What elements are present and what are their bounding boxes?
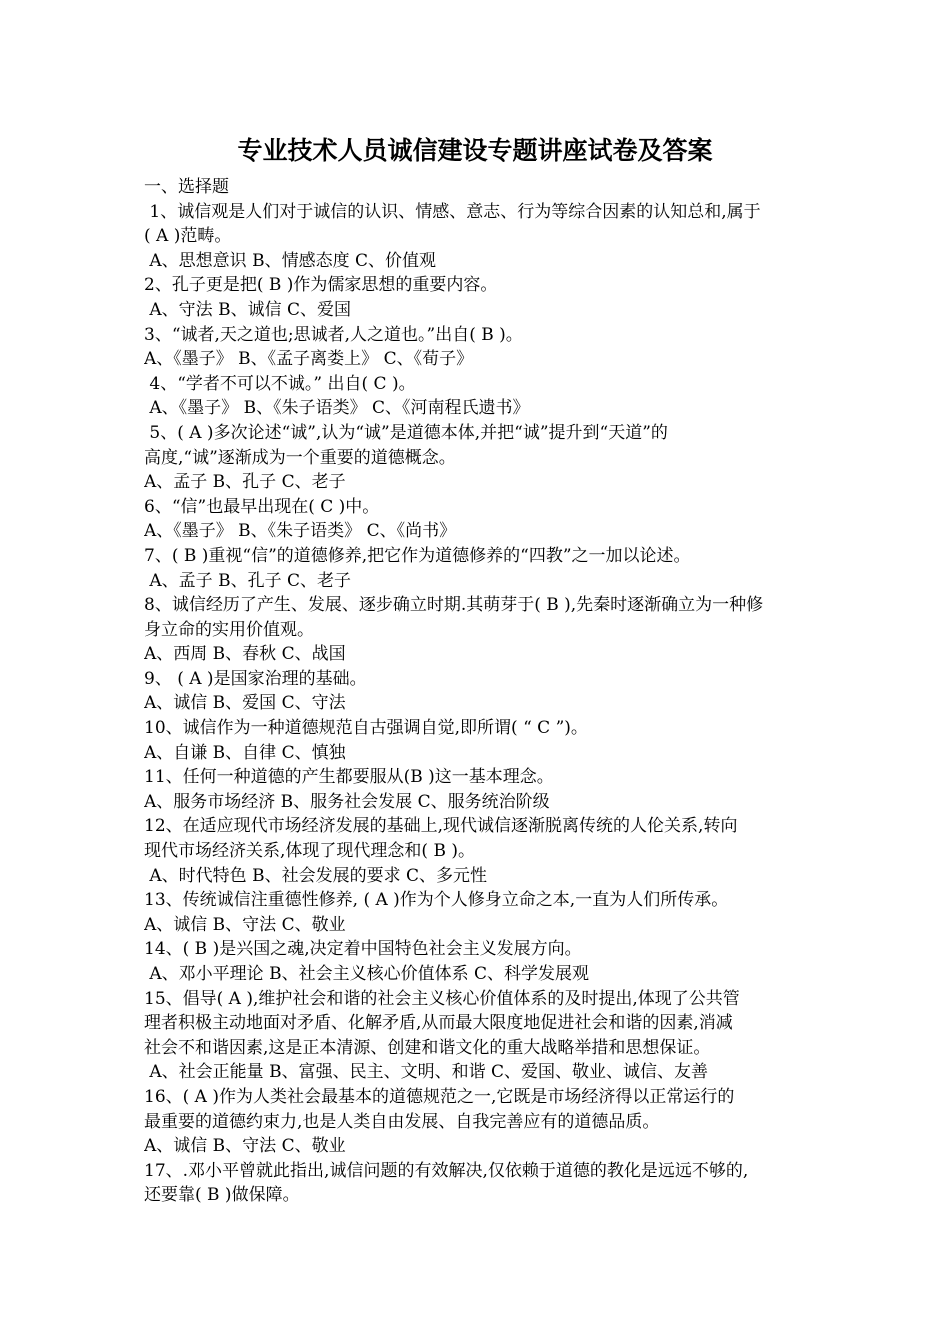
- text-line: 4、“学者不可以不诚。” 出自( C )。: [144, 373, 416, 394]
- text-line: A、诚信 B、爱国 C、守法: [144, 693, 346, 714]
- text-line: 最重要的道德约束力,也是人类自由发展、自我完善应有的道德品质。: [144, 1111, 660, 1132]
- text-line: 3、“诚者,天之道也;思诚者,人之道也。”出自( B )。: [144, 324, 523, 345]
- text-line: 现代市场经济关系,体现了现代理念和( B )。: [144, 841, 475, 862]
- text-line: 13、传统诚信注重德性修养, ( A )作为个人修身立命之本,一直为人们所传承。: [144, 890, 729, 911]
- text-line: 社会不和谐因素,这是正本清源、创建和谐文化的重大战略举措和思想保证。: [144, 1037, 711, 1058]
- text-line: A、西周 B、春秋 C、战国: [144, 644, 346, 665]
- text-line: 6、“信”也最早出现在( C )中。: [144, 496, 380, 517]
- text-line: A、孟子 B、孔子 C、老子: [144, 570, 351, 591]
- text-line: 9、 ( A )是国家治理的基础。: [144, 668, 367, 689]
- text-line: A、守法 B、诚信 C、爱国: [144, 299, 351, 320]
- text-line: 17、.邓小平曾就此指出,诚信问题的有效解决,仅依赖于道德的教化是远远不够的,: [144, 1160, 749, 1181]
- document-title: 专业技术人员诚信建设专题讲座试卷及答案: [237, 136, 713, 165]
- text-line: 15、倡导( A ),维护社会和谐的社会主义核心价值体系的及时提出,体现了公共管: [144, 988, 740, 1009]
- text-line: 理者积极主动地面对矛盾、化解矛盾,从而最大限度地促进社会和谐的因素,消减: [144, 1013, 733, 1034]
- text-line: ( A )范畴。: [144, 226, 232, 247]
- text-line: 8、诚信经历了产生、发展、逐步确立时期.其萌芽于( B ),先秦时逐渐确立为一种修: [144, 595, 764, 616]
- text-line: A、孟子 B、孔子 C、老子: [144, 472, 346, 493]
- text-line: 还要靠( B )做保障。: [144, 1185, 300, 1206]
- text-line: 16、( A )作为人类社会最基本的道德规范之一,它既是市场经济得以正常运行的: [144, 1086, 735, 1107]
- text-line: 11、任何一种道德的产生都要服从(B )这一基本理念。: [144, 767, 554, 788]
- text-line: 1、诚信观是人们对于诚信的认识、情感、意志、行为等综合因素的认知总和,属于: [144, 201, 761, 222]
- text-line: A、服务市场经济 B、服务社会发展 C、服务统治阶级: [144, 791, 550, 812]
- text-line: 高度,“诚”逐渐成为一个重要的道德概念。: [144, 447, 456, 468]
- text-line: 14、( B )是兴国之魂,决定着中国特色社会主义发展方向。: [144, 939, 582, 960]
- text-line: 一、选择题: [144, 177, 229, 197]
- text-line: A、诚信 B、守法 C、敬业: [144, 914, 346, 935]
- text-line: 5、( A )多次论述“诚”,认为“诚”是道德本体,并把“诚”提升到“天道”的: [144, 422, 668, 443]
- text-line: A、诚信 B、守法 C、敬业: [144, 1136, 346, 1157]
- text-line: A、思想意识 B、情感态度 C、价值观: [144, 250, 436, 271]
- document-body: [144, 175, 810, 1208]
- text-line: 10、诚信作为一种道德规范自古强调自觉,即所谓( “ C ”)。: [144, 718, 588, 739]
- text-line: A、邓小平理论 B、社会主义核心价值体系 C、科学发展观: [144, 964, 589, 984]
- text-line: 12、在适应现代市场经济发展的基础上,现代诚信逐渐脱离传统的人伦关系,转向: [144, 816, 738, 837]
- text-line: 身立命的实用价值观。: [144, 619, 314, 640]
- text-line: A、《墨子》 B、《朱子语类》 C、《尚书》: [144, 521, 457, 542]
- text-line: A、时代特色 B、社会发展的要求 C、多元性: [144, 865, 487, 886]
- text-line: A、《墨子》 B、《朱子语类》 C、《河南程氏遗书》: [144, 398, 530, 419]
- text-line: 7、( B )重视“信”的道德修养,把它作为道德修养的“四教”之一加以论述。: [144, 545, 691, 566]
- text-line: 2、孔子更是把( B )作为儒家思想的重要内容。: [144, 275, 498, 296]
- text-line: A、《墨子》 B、《孟子离娄上》 C、《荀子》: [144, 349, 474, 370]
- text-line: A、社会正能量 B、富强、民主、文明、和谐 C、爱国、敬业、诚信、友善: [144, 1062, 708, 1083]
- text-line: A、自谦 B、自律 C、慎独: [144, 742, 346, 763]
